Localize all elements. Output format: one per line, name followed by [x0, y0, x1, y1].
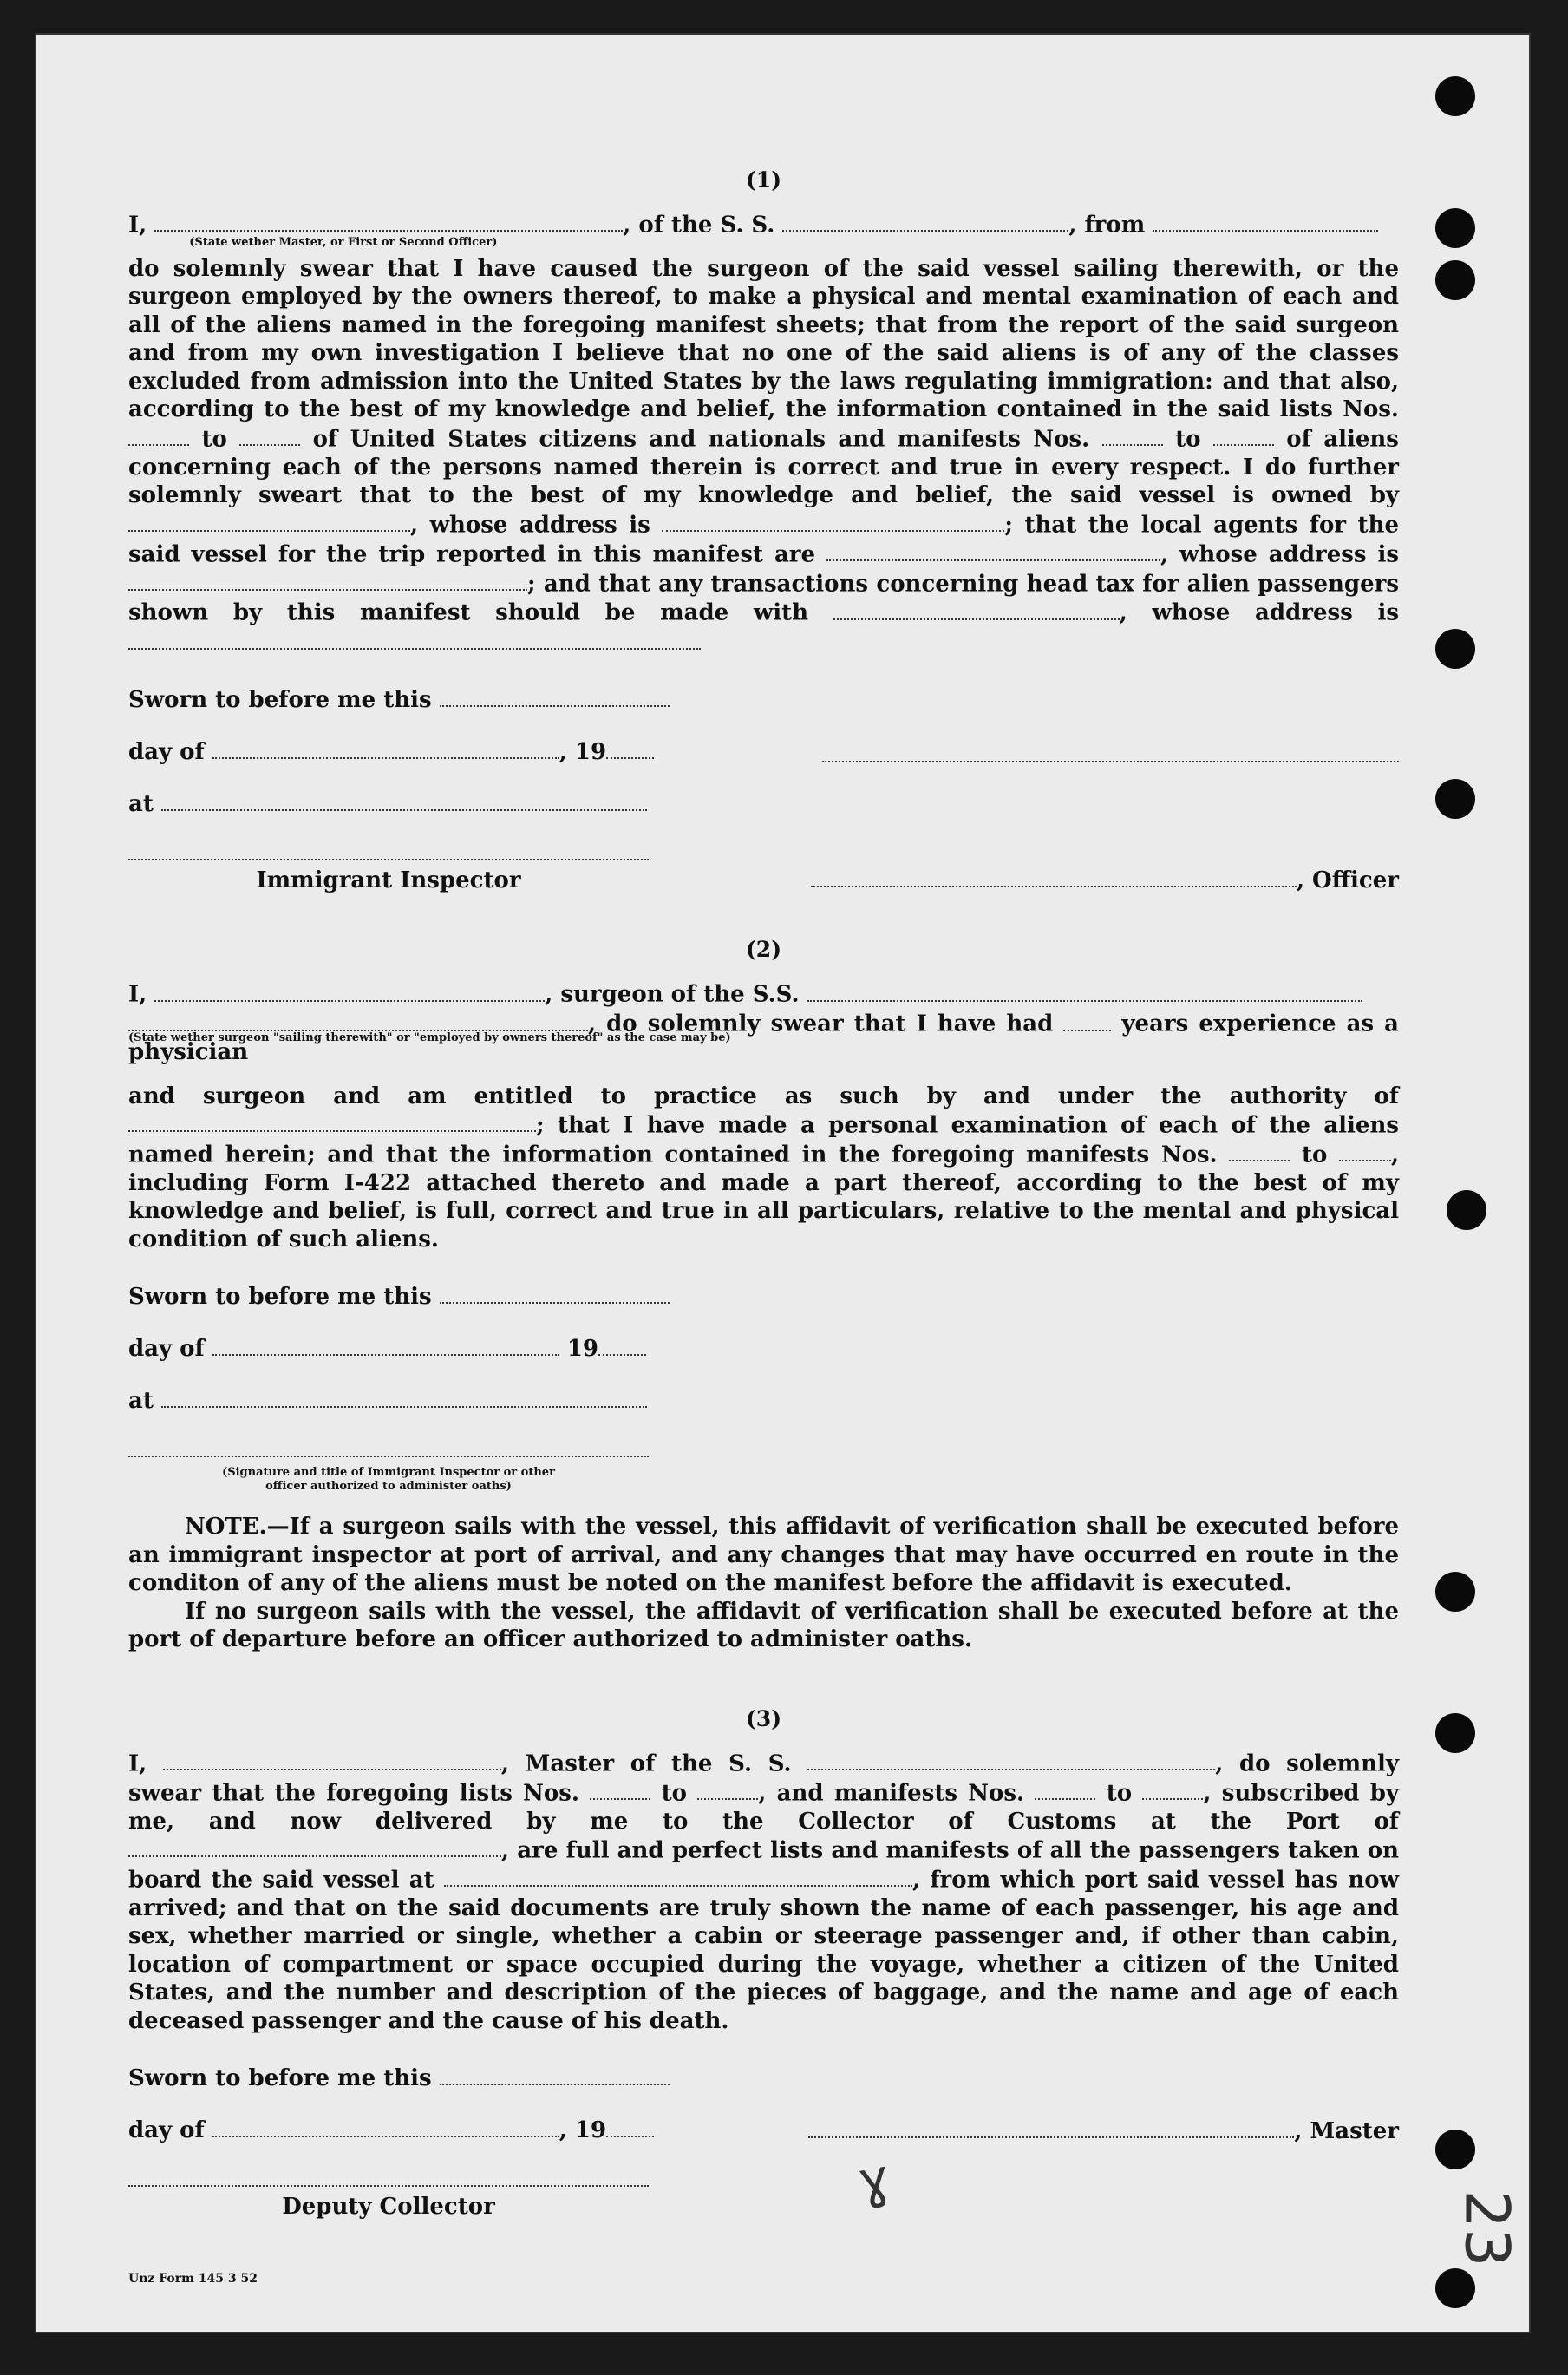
immigrant-inspector-label: Immigrant Inspector — [256, 867, 521, 894]
hint-officer-rank: (State wether Master, or First or Second Officer) — [189, 236, 498, 249]
blank-officer-signature[interactable] — [811, 886, 1297, 887]
blank-embark-port[interactable] — [444, 1865, 912, 1887]
section-2-authority-text: and surgeon and am entitled to practice as such by and under the authority of — [128, 1083, 1399, 1109]
section-1-intro — [128, 210, 1399, 249]
text-local-agents: ; that the local agents for the said vessel for the trip reported in this manifest are — [128, 512, 1399, 568]
blank-owner[interactable] — [128, 510, 410, 532]
binder-hole — [1435, 208, 1475, 248]
blank-surgeon-status[interactable] — [128, 1009, 588, 1030]
section-1-number: (1) — [745, 167, 782, 193]
sworn-label-3: Sworn to before me this — [128, 2065, 432, 2092]
binder-hole — [1435, 260, 1475, 300]
binder-hole — [1435, 779, 1475, 819]
blank-master-vessel[interactable] — [807, 1749, 1215, 1770]
day-of-label-3: day of — [128, 2117, 205, 2144]
text-i: I, — [128, 212, 147, 239]
section-2-line2 — [128, 1009, 1399, 1066]
master-label: , Master — [1294, 2118, 1399, 2145]
at-label: at — [128, 791, 154, 818]
section-2-intro — [128, 979, 1399, 1009]
section-2-examination-text: that I have made a personal examination of each of the aliens named herein; and that the information contained in the foregoing manifests Nos. — [128, 1112, 1399, 1168]
section-2-condition-text: , including Form I-422 attached thereto and made a part thereof, according to the best of my knowledge and belief, is full, correct and true in all particulars, relative to the mental and physical condition of such aliens. — [128, 1142, 1400, 1253]
text-from-3: , from — [912, 1867, 991, 1894]
section-3-sworn-block — [128, 2052, 1399, 2220]
note-no-surgeon: If no surgeon sails with the vessel, the affidavit of verification shall be executed before at the port of departure before an officer authorized to administer oaths. — [128, 1598, 1399, 1653]
blank-signature-2[interactable] — [128, 1456, 649, 1457]
section-1-body-text: do solemnly swear that I have caused the surgeon of the said vessel sailing therewith, or the surgeon employed by the owners thereof, to make a physical and mental examination of each and all of the aliens named in the foregoing manifest sheets; that from the report of the said surgeon and from my own investigation I believe that no one of the said aliens is of any of the classes excluded from admission into the United States by the laws regulating immigration: and that also, according to the best of my knowledge and belief, the information contained in the said lists Nos. — [128, 255, 1399, 423]
binder-hole — [1447, 1190, 1486, 1230]
text-from: , from — [1068, 212, 1146, 239]
text-transactions: ; and that any transactions concerning head tax for alien passengers shown by this manifest should be made with — [128, 570, 1399, 626]
blank-lists-to-3[interactable] — [697, 1778, 758, 1800]
deputy-collector-label: Deputy Collector — [282, 2194, 495, 2221]
blank-port[interactable] — [128, 1835, 501, 1857]
handwritten-page-number: 23 — [1451, 2189, 1523, 2267]
document-page — [35, 33, 1531, 2333]
blank-inspector-signature[interactable] — [128, 859, 649, 860]
blank-day-of-3[interactable] — [212, 2136, 559, 2137]
blank-surgeon-vessel[interactable] — [807, 979, 1362, 1001]
blank-day-of-2[interactable] — [212, 1354, 559, 1356]
text-of-ss: , of the S. S. — [623, 212, 775, 239]
signature-hint-line-1: (Signature and title of Immigrant Inspector or other — [222, 1466, 555, 1480]
text-surgeon-swear: , do solemnly swear that I have had — [588, 1011, 1054, 1037]
blank-agent-address[interactable] — [128, 569, 527, 591]
text-semicolon: ; — [536, 1112, 545, 1139]
section-1-body — [128, 255, 1399, 657]
blank-year-2[interactable] — [598, 1354, 646, 1356]
text-lists-nos: that the foregoing lists Nos. — [212, 1780, 579, 1807]
binder-hole — [1435, 629, 1475, 669]
binder-hole — [1435, 2130, 1475, 2169]
section-1-aliens-text: of aliens concerning each of the persons named therein is correct and true in every respect. I do further solemnly sweart that to the best of my knowledge and belief, the said vessel is owned by — [128, 426, 1399, 509]
at-label-2: at — [128, 1388, 154, 1415]
blank-manifests-from-3[interactable] — [1035, 1778, 1095, 1800]
text-whose-address-3: whose address is — [1152, 599, 1399, 626]
year-label-3: , 19 — [559, 2117, 607, 2144]
section-3-number: (3) — [745, 1705, 782, 1731]
blank-master-name[interactable] — [163, 1749, 501, 1770]
blank-contact-address[interactable] — [128, 627, 701, 649]
binder-hole — [1435, 1713, 1475, 1753]
sworn-label: Sworn to before me this — [128, 687, 432, 714]
blank-officer-signature-top[interactable] — [822, 761, 1399, 762]
text-whose-address: , whose address is — [410, 512, 650, 539]
day-of-label-2: day of — [128, 1336, 205, 1363]
blank-deputy-signature[interactable] — [128, 2185, 649, 2187]
text-i-2: I, — [128, 981, 147, 1008]
section-2-number: (2) — [745, 937, 782, 963]
blank-vessel[interactable] — [782, 210, 1068, 232]
blank-at[interactable] — [161, 809, 647, 811]
text-to-4: to — [661, 1780, 687, 1807]
blank-lists-from-3[interactable] — [590, 1778, 650, 1800]
binder-hole — [1435, 76, 1475, 116]
text-subscribed: , subscribed by me, and now delivered by me to the Collector of Customs at the Port of — [128, 1780, 1400, 1835]
blank-surgeon-name[interactable] — [154, 979, 545, 1001]
blank-manifests-from[interactable] — [1102, 424, 1163, 446]
hint-surgeon-status: (State wether surgeon "sailing therewith" or "employed by owners thereof" as the case may be) — [128, 1031, 731, 1045]
text-whose-address-2: , whose address is — [1160, 541, 1399, 568]
section-3-body — [128, 1749, 1399, 2036]
blank-sworn-date-3[interactable] — [440, 2084, 670, 2085]
note-surgeon-sails: NOTE.—If a surgeon sails with the vessel, this affidavit of verification shall be executed before an immigrant inspector at port of arrival, and any changes that may have occurred en route in the conditon of any of the aliens must be noted on the manifest before the affidavit is executed. — [128, 1514, 1399, 1597]
blank-from-port[interactable] — [1153, 210, 1378, 232]
blank-years-experience[interactable] — [1063, 1009, 1111, 1030]
year-label-2: 19 — [566, 1336, 599, 1363]
text-master-of: , Master of the S. S. — [500, 1750, 792, 1777]
text-to-5: to — [1106, 1780, 1133, 1807]
blank-at-2[interactable] — [161, 1406, 647, 1408]
blank-day-of[interactable] — [212, 757, 559, 759]
blank-authority[interactable] — [128, 1110, 536, 1132]
blank-officer-rank[interactable] — [154, 210, 623, 232]
handwritten-mark: ɣ — [853, 2147, 895, 2213]
text-master-swear: , do solemnly swear — [128, 1750, 1399, 1807]
binder-hole — [1435, 2268, 1475, 2308]
blank-head-tax-contact[interactable] — [833, 598, 1120, 619]
text-full-lists: , are full and perfect lists and manifests of all the passengers taken on board the said vessel at — [128, 1837, 1399, 1894]
blank-lists-from[interactable] — [128, 424, 189, 446]
text-to-2: to — [1175, 426, 1201, 453]
text-years-experience: years experience as a physician — [128, 1011, 1399, 1066]
blank-manifests-to[interactable] — [1213, 424, 1274, 446]
blank-sworn-date[interactable] — [440, 705, 670, 707]
text-manifests-nos: , and manifests Nos. — [758, 1780, 1025, 1807]
blank-master-signature[interactable] — [808, 2136, 1294, 2138]
section-1-citizens-text: of United States citizens and nationals and manifests Nos. — [312, 426, 1090, 453]
blank-lists-to[interactable] — [239, 424, 300, 446]
section-1-sworn-block — [128, 674, 1399, 893]
section-3-details-text: which port said vessel has now arrived; and that on the said documents are truly shown the name of each passenger, his age and sex, whether married or single, whether a cabin or steerage passenger and, if other than cabin, location of compartment or space occupied during the voyage, whether a citizen of the United States, and the number and description of the pieces of baggage, and the name and age of each deceased passenger and the cause of his death. — [128, 1867, 1399, 2034]
section-2-sworn-block — [128, 1271, 1399, 1494]
blank-owner-address[interactable] — [662, 510, 1004, 532]
blank-year[interactable] — [606, 757, 654, 759]
blank-local-agents[interactable] — [826, 540, 1160, 561]
section-2-body — [128, 1083, 1399, 1254]
form-id: Unz Form 145 3 52 — [128, 2272, 258, 2287]
blank-manifests-from-2[interactable] — [1229, 1140, 1290, 1161]
signature-hint-line-2: officer authorized to administer oaths) — [265, 1480, 512, 1494]
affidavit-content — [128, 85, 1399, 2286]
blank-year-3[interactable] — [606, 2136, 654, 2137]
sworn-label-2: Sworn to before me this — [128, 1284, 432, 1311]
blank-manifests-to-2[interactable] — [1339, 1140, 1391, 1161]
officer-label: , Officer — [1296, 867, 1399, 894]
text-comma: , — [1119, 599, 1127, 626]
day-of-label: day of — [128, 739, 205, 766]
text-surgeon-of: , surgeon of the S.S. — [545, 981, 800, 1008]
text-to: to — [201, 426, 227, 453]
blank-sworn-date-2[interactable] — [440, 1302, 670, 1304]
year-label: , 19 — [559, 739, 607, 766]
text-i-3: I, — [128, 1750, 147, 1777]
binder-hole — [1435, 1572, 1475, 1612]
text-to-3: to — [1301, 1142, 1328, 1168]
blank-manifests-to-3[interactable] — [1142, 1778, 1203, 1800]
